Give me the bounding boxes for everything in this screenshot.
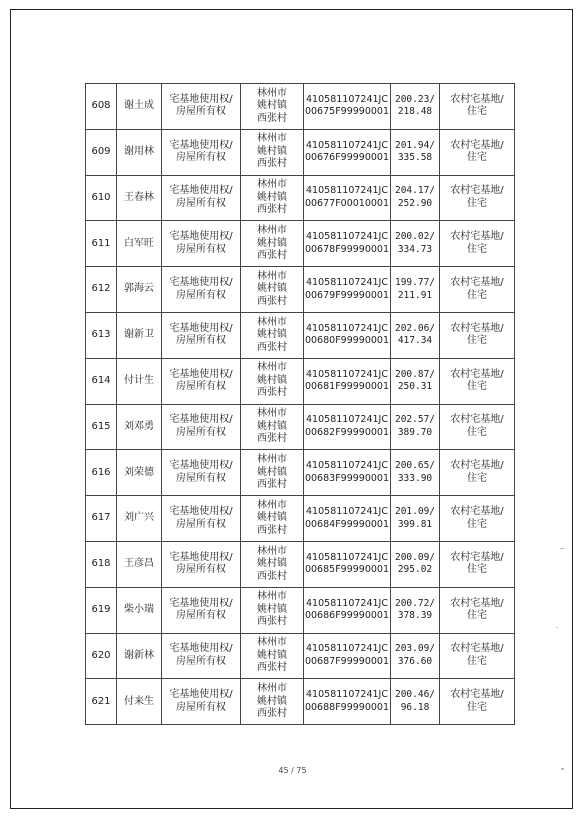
cell-unit-code — [304, 587, 391, 633]
cell-right-type-line: 宅基地使用权/ — [169, 368, 233, 380]
cell-location-line: 西张村 — [257, 616, 287, 628]
cell-unit-code-line: 00677F00010001 — [304, 197, 390, 209]
cell-unit-code-line: 00686F99990001 — [304, 610, 390, 622]
cell-owner-name: 柴小瑞 — [117, 587, 162, 633]
cell-unit-code-line: 410581107241JC — [306, 460, 388, 472]
cell-location-line: 姚村镇 — [257, 374, 287, 386]
cell-location-line: 林州市 — [257, 179, 287, 191]
cell-usage — [440, 129, 515, 175]
cell-area — [391, 175, 440, 221]
cell-unit-code-line: 410581107241JC — [306, 643, 388, 655]
scan-speck — [561, 768, 564, 770]
cell-owner-name: 谢新林 — [117, 633, 162, 679]
cell-area-line: 376.60 — [397, 655, 433, 667]
cell-usage — [440, 541, 515, 587]
cell-usage-line: 住宅 — [467, 289, 487, 301]
cell-location-line: 西张村 — [257, 341, 287, 353]
cell-number: 621 — [86, 679, 117, 725]
cell-unit-code — [304, 84, 391, 130]
cell-location-line: 姚村镇 — [257, 145, 287, 157]
cell-number: 615 — [86, 404, 117, 450]
cell-area — [391, 541, 440, 587]
cell-area — [391, 679, 440, 725]
cell-right-type-line: 宅基地使用权/ — [169, 185, 233, 197]
cell-area-line: 378.39 — [397, 610, 433, 622]
cell-unit-code — [304, 450, 391, 496]
cell-area — [391, 129, 440, 175]
cell-usage-line: 农村宅基地/ — [450, 277, 504, 289]
cell-right-type-line: 宅基地使用权/ — [169, 597, 233, 609]
cell-usage-line: 农村宅基地/ — [450, 93, 504, 105]
cell-right-type-line: 房屋所有权 — [176, 564, 226, 576]
cell-usage-line: 住宅 — [467, 426, 487, 438]
cell-area — [391, 587, 440, 633]
cell-usage-line: 住宅 — [467, 197, 487, 209]
cell-usage-line: 住宅 — [467, 152, 487, 164]
cell-number: 614 — [86, 358, 117, 404]
cell-area-line: 295.02 — [397, 564, 433, 576]
cell-area-line: 199.77/ — [394, 277, 436, 289]
cell-unit-code — [304, 358, 391, 404]
cell-area-line: 417.34 — [397, 335, 433, 347]
cell-usage — [440, 175, 515, 221]
cell-right-type-line: 宅基地使用权/ — [169, 506, 233, 518]
cell-location-line: 西张村 — [257, 479, 287, 491]
cell-usage-line: 住宅 — [467, 106, 487, 118]
cell-usage-line: 农村宅基地/ — [450, 689, 504, 701]
cell-area-line: 201.94/ — [394, 139, 436, 151]
cell-right-type-line: 房屋所有权 — [176, 655, 226, 667]
cell-number: 610 — [86, 175, 117, 221]
cell-location — [241, 541, 304, 587]
table-row — [86, 633, 515, 679]
cell-unit-code-line: 00683F99990001 — [304, 472, 390, 484]
cell-owner-name: 谢新卫 — [117, 312, 162, 358]
cell-right-type — [162, 404, 241, 450]
cell-unit-code-line: 410581107241JC — [306, 506, 388, 518]
cell-location — [241, 496, 304, 542]
cell-location-line: 西张村 — [257, 158, 287, 170]
cell-unit-code-line: 410581107241JC — [306, 185, 388, 197]
cell-right-type — [162, 312, 241, 358]
cell-owner-name: 郭海云 — [117, 267, 162, 313]
cell-right-type-line: 房屋所有权 — [176, 197, 226, 209]
cell-right-type-line: 宅基地使用权/ — [169, 139, 233, 151]
cell-location — [241, 450, 304, 496]
cell-location — [241, 175, 304, 221]
cell-location-line: 西张村 — [257, 662, 287, 674]
cell-right-type-line: 房屋所有权 — [176, 518, 226, 530]
cell-right-type-line: 宅基地使用权/ — [169, 322, 233, 334]
cell-usage — [440, 221, 515, 267]
table-row — [86, 267, 515, 313]
cell-area-line: 202.06/ — [394, 322, 436, 334]
cell-location — [241, 84, 304, 130]
table-row — [86, 175, 515, 221]
cell-unit-code-line: 00680F99990001 — [304, 335, 390, 347]
cell-location-line: 姚村镇 — [257, 603, 287, 615]
cell-area-line: 333.90 — [397, 472, 433, 484]
cell-usage — [440, 679, 515, 725]
cell-location-line: 西张村 — [257, 708, 287, 719]
table-row — [86, 84, 515, 130]
cell-right-type-line: 宅基地使用权/ — [169, 231, 233, 243]
cell-unit-code — [304, 221, 391, 267]
cell-owner-name: 白军旺 — [117, 221, 162, 267]
cell-unit-code-line: 00679F99990001 — [304, 289, 390, 301]
cell-usage-line: 住宅 — [467, 518, 487, 530]
cell-number: 608 — [86, 84, 117, 130]
cell-usage-line: 住宅 — [467, 472, 487, 484]
cell-area-line: 399.81 — [397, 518, 433, 530]
cell-location-line: 西张村 — [257, 112, 287, 124]
cell-area-line: 201.09/ — [394, 506, 436, 518]
table-row — [86, 358, 515, 404]
cell-unit-code — [304, 129, 391, 175]
cell-unit-code-line: 00676F99990001 — [304, 152, 390, 164]
cell-right-type — [162, 496, 241, 542]
cell-area-line: 202.57/ — [394, 414, 436, 426]
cell-right-type-line: 宅基地使用权/ — [169, 277, 233, 289]
cell-right-type-line: 房屋所有权 — [176, 381, 226, 393]
cell-unit-code-line: 410581107241JC — [306, 551, 388, 563]
cell-area-line: 250.31 — [397, 381, 433, 393]
cell-location-line: 林州市 — [257, 362, 287, 374]
cell-location-line: 西张村 — [257, 250, 287, 262]
cell-usage-line: 农村宅基地/ — [450, 460, 504, 472]
cell-location-line: 林州市 — [257, 545, 287, 557]
scan-speck — [556, 627, 558, 628]
cell-usage-line: 住宅 — [467, 655, 487, 667]
table-row — [86, 541, 515, 587]
cell-location-line: 西张村 — [257, 295, 287, 307]
cell-unit-code — [304, 633, 391, 679]
cell-right-type-line: 房屋所有权 — [176, 106, 226, 118]
cell-owner-name: 王彦昌 — [117, 541, 162, 587]
cell-usage-line: 农村宅基地/ — [450, 551, 504, 563]
cell-location-line: 西张村 — [257, 387, 287, 399]
cell-location-line: 西张村 — [257, 433, 287, 445]
cell-area-line: 211.91 — [397, 289, 433, 301]
cell-usage-line: 农村宅基地/ — [450, 643, 504, 655]
cell-location-line: 林州市 — [257, 499, 287, 511]
cell-unit-code-line: 00681F99990001 — [304, 381, 390, 393]
cell-owner-name: 刘邓勇 — [117, 404, 162, 450]
cell-unit-code-line: 410581107241JC — [306, 597, 388, 609]
cell-number: 619 — [86, 587, 117, 633]
table-row — [86, 221, 515, 267]
cell-location-line: 姚村镇 — [257, 420, 287, 432]
cell-area-line: 334.73 — [397, 243, 433, 255]
cell-area-line: 200.09/ — [394, 551, 436, 563]
cell-right-type — [162, 541, 241, 587]
cell-area-line: 200.87/ — [394, 368, 436, 380]
cell-usage — [440, 450, 515, 496]
cell-location-line: 西张村 — [257, 524, 287, 536]
cell-location-line: 姚村镇 — [257, 466, 287, 478]
cell-unit-code — [304, 175, 391, 221]
cell-right-type-line: 房屋所有权 — [176, 152, 226, 164]
cell-location-line: 西张村 — [257, 204, 287, 216]
records-table — [85, 83, 515, 725]
cell-right-type-line: 宅基地使用权/ — [169, 460, 233, 472]
cell-usage-line: 农村宅基地/ — [450, 231, 504, 243]
cell-area-line: 200.23/ — [394, 93, 436, 105]
cell-area-line: 252.90 — [397, 197, 433, 209]
cell-usage-line: 农村宅基地/ — [450, 185, 504, 197]
cell-unit-code-line: 00675F99990001 — [304, 106, 390, 118]
cell-location-line: 姚村镇 — [257, 512, 287, 524]
cell-unit-code-line: 00684F99990001 — [304, 518, 390, 530]
cell-location — [241, 312, 304, 358]
cell-unit-code-line: 410581107241JC — [306, 93, 388, 105]
cell-right-type-line: 房屋所有权 — [176, 701, 226, 713]
cell-unit-code-line: 00685F99990001 — [304, 564, 390, 576]
page-number: 45 / 75 — [278, 766, 307, 775]
cell-unit-code — [304, 267, 391, 313]
cell-unit-code — [304, 312, 391, 358]
cell-area-line: 218.48 — [397, 106, 433, 118]
cell-unit-code — [304, 679, 391, 725]
cell-right-type-line: 房屋所有权 — [176, 610, 226, 622]
cell-number: 618 — [86, 541, 117, 587]
cell-right-type — [162, 679, 241, 725]
table-row — [86, 679, 515, 725]
cell-usage — [440, 587, 515, 633]
cell-unit-code-line: 410581107241JC — [306, 368, 388, 380]
cell-usage — [440, 312, 515, 358]
cell-right-type-line: 房屋所有权 — [176, 335, 226, 347]
cell-number: 620 — [86, 633, 117, 679]
cell-right-type-line: 宅基地使用权/ — [169, 551, 233, 563]
cell-location-line: 姚村镇 — [257, 237, 287, 249]
cell-location — [241, 404, 304, 450]
cell-usage-line: 农村宅基地/ — [450, 506, 504, 518]
cell-location-line: 林州市 — [257, 87, 287, 99]
cell-location-line: 林州市 — [257, 133, 287, 145]
cell-number: 609 — [86, 129, 117, 175]
cell-usage-line: 住宅 — [467, 564, 487, 576]
cell-unit-code-line: 00687F99990001 — [304, 655, 390, 667]
cell-right-type — [162, 221, 241, 267]
cell-location-line: 林州市 — [257, 591, 287, 603]
table-row — [86, 587, 515, 633]
cell-unit-code-line: 410581107241JC — [306, 231, 388, 243]
cell-number: 617 — [86, 496, 117, 542]
cell-right-type-line: 房屋所有权 — [176, 243, 226, 255]
cell-usage-line: 农村宅基地/ — [450, 414, 504, 426]
cell-area — [391, 312, 440, 358]
cell-usage — [440, 84, 515, 130]
cell-location-line: 姚村镇 — [257, 558, 287, 570]
scan-speck — [560, 548, 564, 549]
cell-area — [391, 267, 440, 313]
cell-owner-name: 刘荣德 — [117, 450, 162, 496]
cell-right-type — [162, 358, 241, 404]
cell-area-line: 389.70 — [397, 426, 433, 438]
cell-area — [391, 496, 440, 542]
cell-right-type — [162, 175, 241, 221]
cell-usage-line: 住宅 — [467, 335, 487, 347]
cell-location-line: 林州市 — [257, 316, 287, 328]
cell-unit-code — [304, 541, 391, 587]
cell-location-line: 姚村镇 — [257, 329, 287, 341]
table-row — [86, 450, 515, 496]
cell-unit-code — [304, 404, 391, 450]
cell-location-line: 林州市 — [257, 225, 287, 237]
cell-usage-line: 住宅 — [467, 243, 487, 255]
cell-number: 611 — [86, 221, 117, 267]
cell-area — [391, 404, 440, 450]
cell-right-type-line: 宅基地使用权/ — [169, 689, 233, 701]
cell-area-line: 203.09/ — [394, 643, 436, 655]
cell-number: 612 — [86, 267, 117, 313]
cell-owner-name: 刘广兴 — [117, 496, 162, 542]
cell-unit-code-line: 00678F99990001 — [304, 243, 390, 255]
cell-location — [241, 221, 304, 267]
cell-location-line: 林州市 — [257, 637, 287, 649]
cell-location-line: 林州市 — [257, 683, 287, 694]
cell-usage-line: 住宅 — [467, 701, 487, 713]
cell-right-type — [162, 129, 241, 175]
cell-right-type — [162, 450, 241, 496]
cell-right-type — [162, 267, 241, 313]
cell-location-line: 姚村镇 — [257, 100, 287, 112]
cell-usage — [440, 496, 515, 542]
cell-usage-line: 住宅 — [467, 610, 487, 622]
table-row — [86, 312, 515, 358]
cell-location — [241, 679, 304, 725]
cell-area-line: 200.02/ — [394, 231, 436, 243]
cell-usage — [440, 633, 515, 679]
cell-location-line: 西张村 — [257, 570, 287, 582]
cell-right-type-line: 房屋所有权 — [176, 472, 226, 484]
cell-location-line: 姚村镇 — [257, 283, 287, 295]
cell-area-line: 335.58 — [397, 152, 433, 164]
cell-owner-name: 王春林 — [117, 175, 162, 221]
cell-unit-code-line: 410581107241JC — [306, 414, 388, 426]
cell-unit-code-line: 00682F99990001 — [304, 426, 390, 438]
cell-location — [241, 358, 304, 404]
cell-usage — [440, 267, 515, 313]
records-table-body — [86, 84, 515, 725]
cell-usage-line: 农村宅基地/ — [450, 597, 504, 609]
cell-location-line: 姚村镇 — [257, 649, 287, 661]
cell-unit-code-line: 410581107241JC — [306, 139, 388, 151]
cell-usage — [440, 404, 515, 450]
cell-owner-name: 付来生 — [117, 679, 162, 725]
cell-usage-line: 农村宅基地/ — [450, 139, 504, 151]
cell-right-type — [162, 587, 241, 633]
cell-unit-code-line: 410581107241JC — [306, 689, 388, 701]
cell-area — [391, 84, 440, 130]
cell-area — [391, 358, 440, 404]
cell-area-line: 200.65/ — [394, 460, 436, 472]
cell-unit-code-line: 00688F99990001 — [304, 701, 390, 713]
cell-usage — [440, 358, 515, 404]
cell-number: 613 — [86, 312, 117, 358]
cell-owner-name: 付计生 — [117, 358, 162, 404]
cell-owner-name: 谢土成 — [117, 84, 162, 130]
cell-usage-line: 农村宅基地/ — [450, 368, 504, 380]
cell-area-line: 204.17/ — [394, 185, 436, 197]
cell-location-line: 姚村镇 — [257, 695, 287, 707]
cell-right-type-line: 宅基地使用权/ — [169, 93, 233, 105]
cell-area-line: 96.18 — [400, 701, 430, 713]
cell-unit-code-line: 410581107241JC — [306, 322, 388, 334]
cell-location — [241, 633, 304, 679]
cell-location-line: 姚村镇 — [257, 191, 287, 203]
cell-location-line: 林州市 — [257, 408, 287, 420]
cell-area — [391, 633, 440, 679]
cell-right-type-line: 房屋所有权 — [176, 289, 226, 301]
cell-right-type-line: 宅基地使用权/ — [169, 414, 233, 426]
table-row — [86, 404, 515, 450]
table-row — [86, 129, 515, 175]
cell-area-line: 200.46/ — [394, 689, 436, 701]
cell-right-type — [162, 84, 241, 130]
cell-right-type-line: 房屋所有权 — [176, 426, 226, 438]
cell-right-type — [162, 633, 241, 679]
table-row — [86, 496, 515, 542]
cell-location — [241, 129, 304, 175]
cell-number: 616 — [86, 450, 117, 496]
cell-right-type-line: 宅基地使用权/ — [169, 643, 233, 655]
cell-location-line: 林州市 — [257, 454, 287, 466]
cell-unit-code — [304, 496, 391, 542]
cell-area-line: 200.72/ — [394, 597, 436, 609]
cell-usage-line: 农村宅基地/ — [450, 322, 504, 334]
cell-unit-code-line: 410581107241JC — [306, 277, 388, 289]
cell-location — [241, 587, 304, 633]
cell-area — [391, 221, 440, 267]
cell-usage-line: 住宅 — [467, 381, 487, 393]
cell-location — [241, 267, 304, 313]
cell-location-line: 林州市 — [257, 270, 287, 282]
cell-area — [391, 450, 440, 496]
cell-owner-name: 谢用林 — [117, 129, 162, 175]
